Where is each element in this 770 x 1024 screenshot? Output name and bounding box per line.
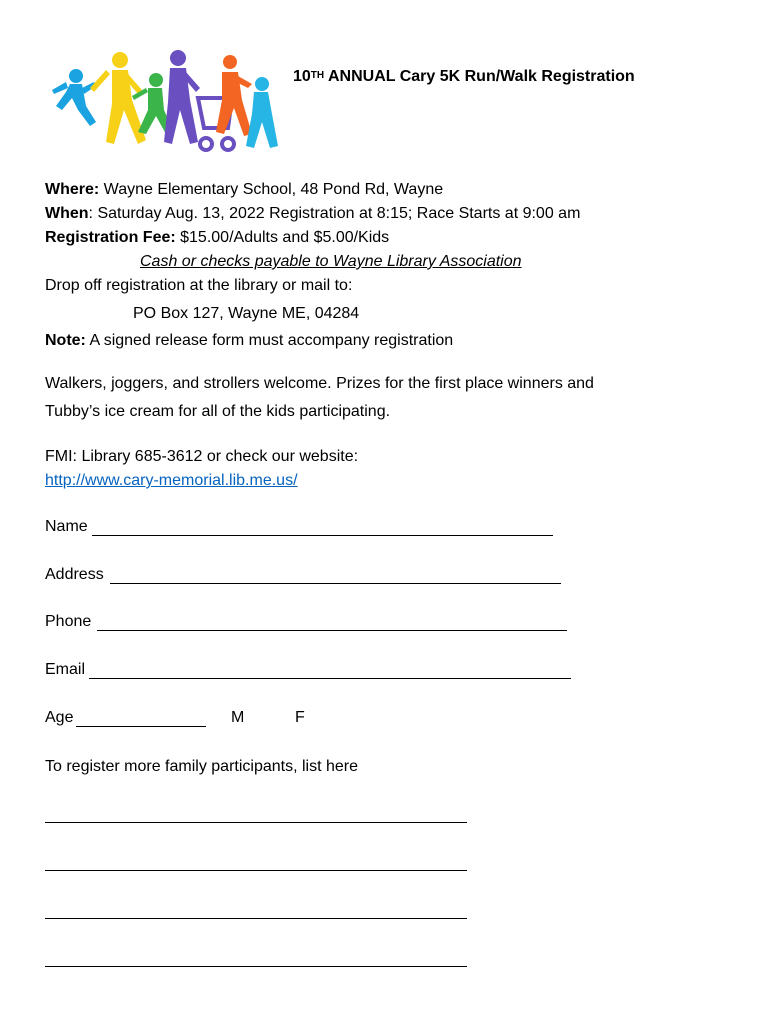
male-option[interactable]: M bbox=[231, 709, 245, 726]
note-line: Note: A signed release form must accompany registration bbox=[45, 332, 454, 349]
email-blank[interactable] bbox=[89, 678, 571, 679]
age-blank[interactable] bbox=[76, 726, 206, 727]
phone-label: Phone bbox=[45, 613, 92, 630]
family-participant-line[interactable] bbox=[45, 966, 467, 967]
po-box-address: PO Box 127, Wayne ME, 04284 bbox=[133, 305, 360, 322]
age-label: Age bbox=[45, 709, 74, 726]
address-label: Address bbox=[45, 566, 104, 583]
email-label: Email bbox=[45, 661, 86, 678]
welcome-line-1: Walkers, joggers, and strollers welcome. Prizes for the first place winners and bbox=[45, 375, 594, 392]
family-participant-line[interactable] bbox=[45, 822, 467, 823]
when-line: When: Saturday Aug. 13, 2022 Registration at 8:15; Race Starts at 9:00 am bbox=[45, 205, 581, 222]
family-prompt: To register more family participants, list here bbox=[45, 758, 358, 775]
page-title: 10TH ANNUAL Cary 5K Run/Walk Registration bbox=[293, 68, 635, 85]
welcome-line-2: Tubby’s ice cream for all of the kids participating. bbox=[45, 403, 391, 420]
name-label: Name bbox=[45, 518, 88, 535]
name-blank[interactable] bbox=[92, 535, 553, 536]
address-blank[interactable] bbox=[110, 583, 561, 584]
fmi-line: FMI: Library 685-3612 or check our website: bbox=[45, 448, 359, 465]
runner-blue-figure bbox=[52, 69, 96, 126]
payable-note: Cash or checks payable to Wayne Library Association bbox=[140, 253, 522, 270]
runner-orange-figure bbox=[216, 55, 252, 136]
phone-blank[interactable] bbox=[97, 630, 567, 631]
runner-yellow-figure bbox=[90, 52, 146, 144]
where-line: Where: Wayne Elementary School, 48 Pond Rd, Wayne bbox=[45, 181, 444, 198]
runner-purple-figure bbox=[164, 50, 200, 144]
runner-cyan-figure bbox=[246, 77, 278, 148]
website-link[interactable]: http://www.cary-memorial.lib.me.us/ bbox=[45, 472, 298, 489]
female-option[interactable]: F bbox=[295, 709, 305, 726]
family-participant-line[interactable] bbox=[45, 870, 467, 871]
family-participant-line[interactable] bbox=[45, 918, 467, 919]
dropoff-line: Drop off registration at the library or mail to: bbox=[45, 277, 353, 294]
runners-logo bbox=[48, 48, 280, 156]
fee-line: Registration Fee: $15.00/Adults and $5.00/Kids bbox=[45, 229, 390, 246]
